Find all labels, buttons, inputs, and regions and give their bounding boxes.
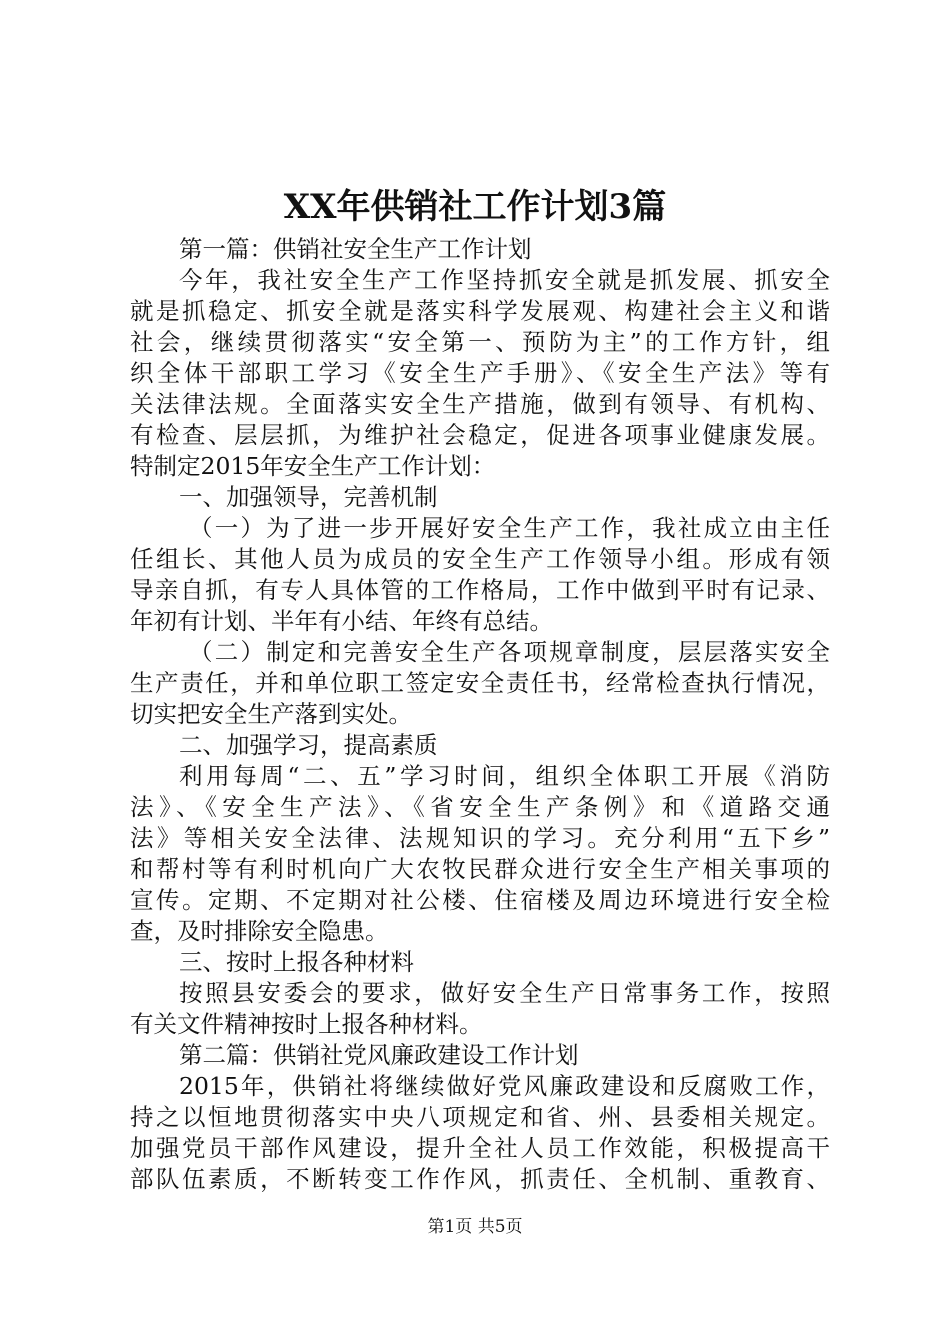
document-body: [130, 234, 830, 1195]
body-line: 和帮村等有利时机向广大农牧民群众进行安全生产相关事项的: [130, 855, 830, 883]
body-line: 法》、《安全生产法》、《省安全生产条例》和《道路交通: [130, 793, 830, 821]
document-title: XX年供销社工作计划3篇: [283, 187, 667, 227]
body-line: （一）为了进一步开展好安全生产工作，我社成立由主任: [189, 514, 830, 542]
body-line: （二）制定和完善安全生产各项规章制度，层层落实安全: [189, 638, 830, 666]
body-line: 部队伍素质，不断转变工作作风，抓责任、全机制、重教育、: [130, 1165, 830, 1193]
body-line: 法》等相关安全法律、法规知识的学习。充分利用“五下乡”: [130, 824, 830, 852]
body-line: 织全体干部职工学习《安全生产手册》、《安全生产法》等有: [130, 359, 830, 387]
body-line: 按照县安委会的要求，做好安全生产日常事务工作，按照: [179, 979, 830, 1007]
section-heading-part-two: 第二篇：供销社党风廉政建设工作计划: [179, 1041, 579, 1069]
body-line: 持之以恒地贯彻落实中央八项规定和省、州、县委相关规定。: [130, 1103, 830, 1131]
subheading-report-materials: 三、按时上报各种材料: [179, 948, 414, 976]
body-line: 加强党员干部作风建设，提升全社人员工作效能，积极提高干: [130, 1134, 830, 1162]
body-line: 2015年，供销社将继续做好党风廉政建设和反腐败工作，: [179, 1072, 830, 1100]
page-indicator: 第1页 共5页: [427, 1217, 523, 1237]
body-line: 生产责任，并和单位职工签定安全责任书，经常检查执行情况，: [130, 669, 830, 697]
body-line: 任组长、其他人员为成员的安全生产工作领导小组。形成有领: [130, 545, 830, 573]
body-line: 导亲自抓，有专人具体管的工作格局，工作中做到平时有记录、: [130, 576, 830, 604]
body-line: 有检查、层层抓，为维护社会稳定，促进各项事业健康发展。: [130, 421, 830, 449]
subheading-strengthen-study: 二、加强学习，提高素质: [179, 731, 438, 759]
body-line: 查，及时排除安全隐患。: [130, 917, 389, 945]
body-line: 社会，继续贯彻落实“安全第一、预防为主”的工作方针，组: [130, 328, 830, 356]
body-line: 有关文件精神按时上报各种材料。: [130, 1010, 483, 1038]
subheading-strengthen-leadership: 一、加强领导，完善机制: [179, 483, 438, 511]
body-line: 特制定2015年安全生产工作计划：: [130, 452, 496, 480]
body-line: 年初有计划、半年有小结、年终有总结。: [130, 607, 553, 635]
body-line: 切实把安全生产落到实处。: [130, 700, 412, 728]
section-heading-part-one: 第一篇：供销社安全生产工作计划: [179, 235, 532, 263]
body-line: 利用每周“二、五”学习时间，组织全体职工开展《消防: [179, 762, 830, 790]
body-line: 关法律法规。全面落实安全生产措施，做到有领导、有机构、: [130, 390, 830, 418]
body-line: 今年，我社安全生产工作坚持抓安全就是抓发展、抓安全: [179, 266, 830, 294]
body-line: 宣传。定期、不定期对社公楼、住宿楼及周边环境进行安全检: [130, 886, 830, 914]
body-line: 就是抓稳定、抓安全就是落实科学发展观、构建社会主义和谐: [130, 297, 830, 325]
